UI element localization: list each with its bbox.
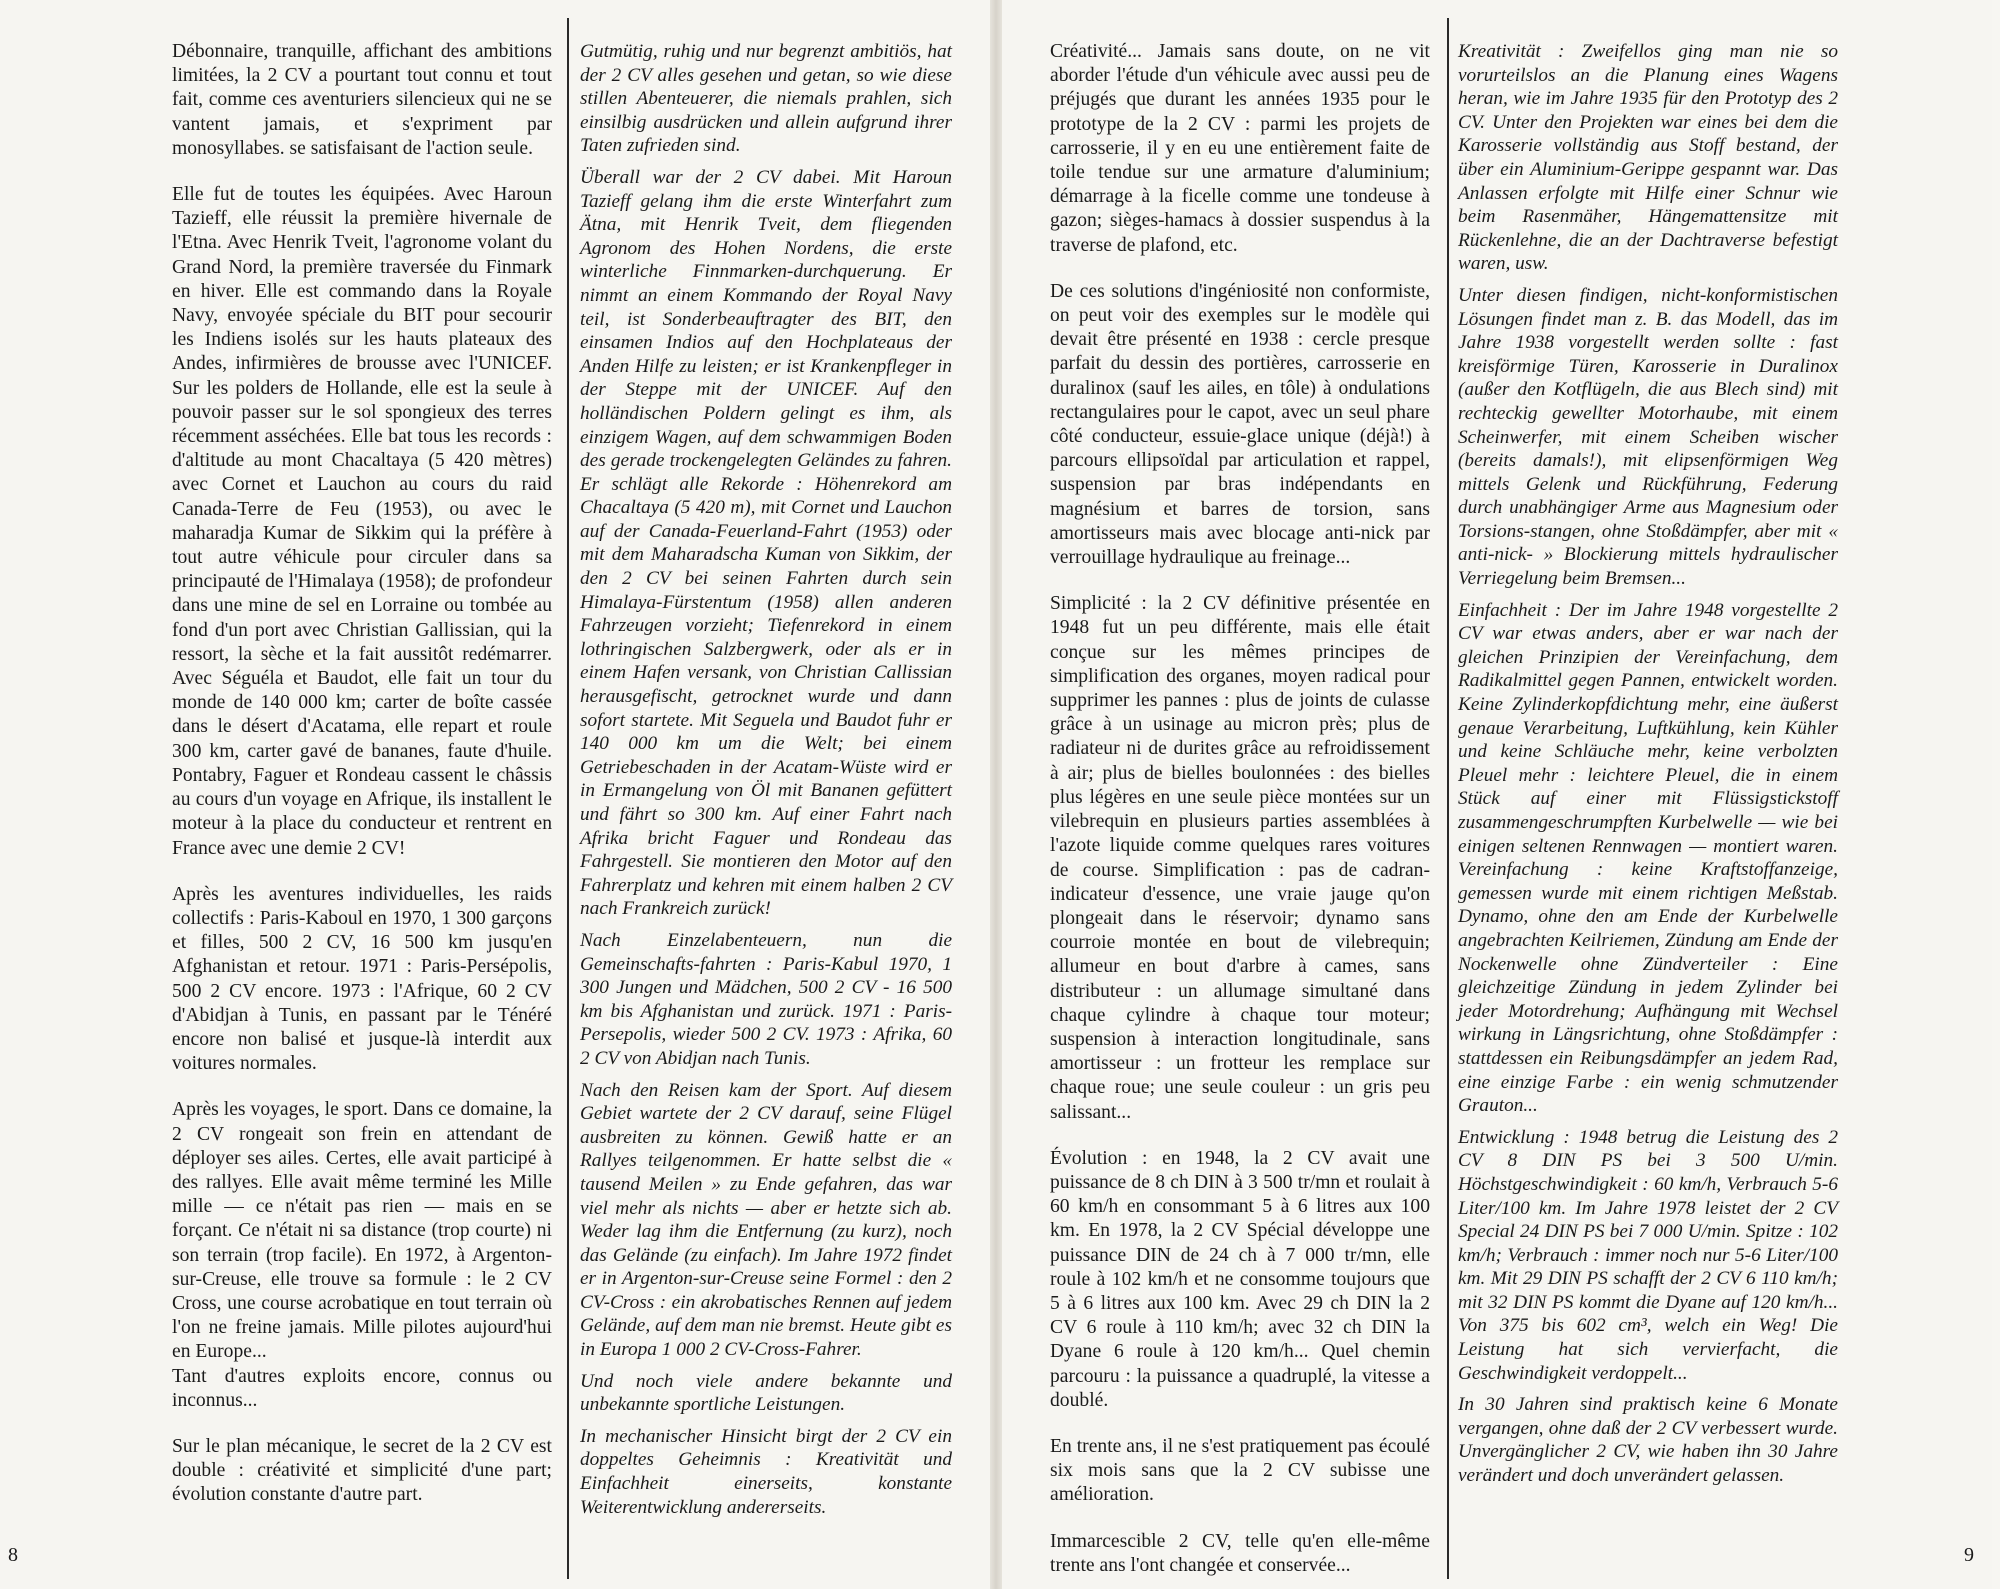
paragraph: Gutmütig, ruhig und nur begrenzt ambitiös, hat der 2 CV alles gesehen und getan, so wie diese stillen Abenteuerer, die niemals prahlen, sich einsilbig ausdrücken und allein aufgrund ihrer Taten zufrieden sind. [580,41,952,157]
paragraph: Entwicklung : 1948 betrug die Leistung des 2 CV 8 DIN PS bei 3 500 U/min. Höchstgeschwindigkeit : 60 km/h, Verbrauch 5-6 Liter/100 km. Im Jahre 1978 leistet der 2 CV Special 24 DIN PS bei 7 000 U/min. Spitze : 102 km/h; Verbrauch : immer noch nur 5-6 Liter/100 km. Mit 29 DIN PS schafft der 2 CV 6 110 km/h; mit 32 DIN PS kommt die Dyane auf 120 km/h... Von 375 bis 602 cm³, welch ein Weg! Die Leistung hat sich vervierfacht, die Geschwindigkeit verdoppelt... [1458,1126,1838,1384]
paragraph: Kreativität : Zweifellos ging man nie so vorurteilslos an die Planung eines Wagens heran, wie im Jahre 1935 für den Prototyp des 2 CV. Unter den Projekten war eines bei dem die Karosserie vollständig aus Stoff bestand, der über ein Aluminium-Gerippe gespannt war. Das Anlassen erfolgte mit Hilfe einer Schnur wie beim Rasenmäher, Hängemattensitze mit Rückenlehne, die an der Dachtraverse befestigt waren, usw. [1458,41,1838,275]
german-column-left [580,40,952,1549]
column-divider [567,18,569,1579]
paragraph: Nach Einzelabenteuern, nun die Gemeinschafts-fahrten : Paris-Kabul 1970, 1 300 Jungen und Mädchen, 500 2 CV - 16 500 km bis Afghanistan und zurück. 1971 : Paris-Persepolis, wieder 500 2 CV. 1973 : Afrika, 60 2 CV von Abidjan nach Tunis. [580,929,952,1069]
paragraph: Einfachheit : Der im Jahre 1948 vorgestellte 2 CV war etwas anders, aber er war nach der gleichen Prinzipien der Vereinfachung, dem Radikalmittel gegen Pannen, entwickelt worden. Keine Zylinderkopfdichtung mehr, eine äußerst genaue Verarbeitung, Luftkühlung, kein Kühler und keine Schläuche mehr, keine verbolzten Pleuel mehr : leichtere Pleuel, die in einem Stück auf einer mit Flüssigstickstoff zusammengeschrumpften Kurbelwelle — wie bei einigen seltenen Rennwagen — montiert waren. Vereinfachung : keine Kraftstoffanzeige, gemessen wurde mit einem richtigen Meßstab. Dynamo, ohne den am Ende der Kurbelwelle angebrachten Keilriemen, Zündung am Ende der Nockenwelle ohne Zündverteiler : Eine gleichzeitige Zündung in jedem Zylinder bei jeder Motordrehung; Aufhängung mit Wechsel wirkung in Längsrichtung, ohne Stoßdämpfer : stattdessen ein Reibungsdämpfer an jedem Rad, eine einzige Farbe : ein wenig schmutzender Grauton... [1458,599,1838,1117]
french-column-left [172,40,552,1549]
left-page [0,0,990,1589]
paragraph: Immarcescible 2 CV, telle qu'en elle-même trente ans l'ont changée et conservée... [1050,1530,1430,1576]
paragraph: Simplicité : la 2 CV définitive présentée en 1948 fut un peu différente, mais elle était conçue sur les mêmes principes de simplification des organes, moyen radical pour supprimer les pannes : plus de joints de culasse grâce à un usinage au micron près; plus de radiateur ni de durites grâce au refroidissement à air; plus de bielles boulonnées : des bielles plus légères en une seule pièce montées sur un vilebrequin en plusieurs parties assemblées à l'azote liquide comme quelques rares voitures de course. Simplification : pas de cadran-indicateur d'essence, une vraie jauge qu'on plongeait dans le réservoir; dynamo sans courroie montée en bout de vilebrequin; allumeur en bout d'arbre à cames, sans distributeur : un allumage simultané dans chaque cylindre à chaque tour moteur; suspension à interaction longitudinale, sans amortisseur : un frotteur les remplace sur chaque roue; une seule couleur : un gris peu salissant... [1050,593,1430,1123]
paragraph: En trente ans, il ne s'est pratiquement pas écoulé six mois sans que la 2 CV subisse une amélioration. [1050,1435,1430,1506]
book-gutter [990,0,1002,1589]
column-divider [1447,18,1449,1579]
page-number: 8 [8,1544,18,1566]
paragraph: Débonnaire, tranquille, affichant des ambitions limitées, la 2 CV a pourtant tout connu et tout fait, comme ces aventuriers silencieux qui ne se vantent jamais, et s'expriment par monosyllabes. se satisfaisant de l'action seule. [172,41,552,159]
paragraph: In mechanischer Hinsicht birgt der 2 CV ein doppeltes Geheimnis : Kreativität und Einfachheit einerseits, konstante Weiterentwicklung andererseits. [580,1425,952,1518]
french-column-right [1050,40,1430,1576]
paragraph: Überall war der 2 CV dabei. Mit Haroun Tazieff gelang ihm die erste Winterfahrt zum Ätna, mit Henrik Tveit, dem fliegenden Agronom des Hohen Nordens, die erste winterliche Finnmarken-durchquerung. Er nimmt an einem Kommando der Royal Navy teil, ist Sonderbeauftragter des BIT, den einsamen Indios auf den Hochplateaus der Anden Hilfe zu leisten; er ist Krankenpfleger in der Steppe mit der UNICEF. Auf den holländischen Poldern gelingt es ihm, als einzigem Wagen, auf dem schwammigen Boden des gerade trockengelegten Geländes zu fahren. Er schlägt alle Rekorde : Höhenrekord am Chacaltaya (5 420 m), mit Cornet und Lauchon auf der Canada-Feuerland-Fahrt (1953) oder mit dem Maharadscha Kuman von Sikkim, der den 2 CV bei seinen Fahrten durch sein Himalaya-Fürstentum (1958) allen anderen Fahrzeugen vorzieht; Tiefenrekord in einem lothringischen Salzbergwerk, oder als er in einem Hafen versank, von Christian Callissian herausgefischt, getrocknet wurde und dann sofort startete. Mit Seguela und Baudot fuhr er 140 000 km um die Welt; bei einem Getriebeschaden in der Acatam-Wüste wird er in Ermangelung von Öl mit Bananen gefüttert und fährt so 300 km. Auf einer Fahrt nach Afrika bricht Faguer und Rondeau das Fahrgestell. Sie montieren den Motor auf den Fahrerplatz und kehren mit einem halben 2 CV nach Frankreich zurück! [580,166,952,920]
paragraph: Après les voyages, le sport. Dans ce domaine, la 2 CV rongeait son frein en attendant de déployer ses ailes. Certes, elle avait participé à des rallyes. Elle avait même terminé les Mille mille — ce n'était pas rien — mais en se forçant. Ce n'était ni sa distance (trop courte) ni son terrain (trop facile). En 1972, à Argenton-sur-Creuse, elle trouve sa formule : le 2 CV Cross, une course acrobatique en tout terrain où l'on ne freine jamais. Mille pilotes aujourd'hui en Europe... [172,1099,552,1363]
paragraph: Sur le plan mécanique, le secret de la 2 CV est double : créativité et simplicité d'une part; évolution constante d'autre part. [172,1435,552,1506]
paragraph: Nach den Reisen kam der Sport. Auf diesem Gebiet wartete der 2 CV darauf, seine Flügel ausbreiten zu können. Gewiß hatte er an Rallyes teilgenommen. Er hatte selbst die « tausend Meilen » zu Ende gefahren, das war viel mehr als nichts — aber er hetzte sich ab. Weder lag ihm die Entfernung (zu kurz), noch das Gelände (zu einfach). Im Jahre 1972 findet er in Argenton-sur-Creuse seine Formel : den 2 CV-Cross : ein akrobatisches Rennen auf jedem Gelände, auf dem man nie bremst. Heute gibt es in Europa 1 000 2 CV-Cross-Fahrer. [580,1079,952,1361]
german-column-right [1458,40,1838,1549]
paragraph: In 30 Jahren sind praktisch keine 6 Monate vergangen, ohne daß der 2 CV verbessert wurde. Unvergänglicher 2 CV, wie haben ihn 30 Jahre verändert und doch unverändert gelassen. [1458,1394,1838,1487]
paragraph: Unter diesen findigen, nicht-konformistischen Lösungen findet man z. B. das Modell, das im Jahre 1938 vorgestellt werden sollte : fast kreisförmige Türen, Karosserie in Duralinox (außer den Kotflügeln, die aus Blech sind) mit rechteckig gewellter Motorhaube, mit einem Scheinwerfer, mit einem Scheiben wischer (bereits damals!), mit elipsenförmigen Weg mittels Gelenk und Rückführung, Federung durch unabhängiger Arme aus Magnesium oder Torsions-stangen, ohne Stoßdämpfer, aber mit « anti-nick- » Blockierung mittels hydraulischer Verriegelung beim Bremsen... [1458,284,1838,590]
paragraph: Après les aventures individuelles, les raids collectifs : Paris-Kaboul en 1970, 1 300 garçons et filles, 500 2 CV, 16 500 km jusqu'en Afghanistan et retour. 1971 : Paris-Persépolis, 500 2 CV encore. 1973 : l'Afrique, 60 2 CV d'Abidjan à Tunis, en passant par le Ténéré encore non balisé et jusque-là interdit aux voitures normales. [172,883,552,1075]
paragraph: Évolution : en 1948, la 2 CV avait une puissance de 8 ch DIN à 3 500 tr/mn et roulait à 60 km/h en consommant 5 à 6 litres aux 100 km. En 1978, la 2 CV Spécial développe une puissance DIN de 24 ch à 7 000 tr/mn, elle roule à 102 km/h et ne consomme toujours que 5 à 6 litres aux 100 km. Avec 29 ch DIN la 2 CV 6 roule à 110 km/h; avec 32 ch DIN la Dyane 6 roule à 120 km/h... Quel chemin parcouru : la puissance a quadruplé, la vitesse a doublé. [1050,1147,1430,1411]
paragraph: Und noch viele andere bekannte und unbekannte sportliche Leistungen. [580,1370,952,1416]
page-number: 9 [1964,1544,1974,1566]
paragraph: Elle fut de toutes les équipées. Avec Haroun Tazieff, elle réussit la première hivernale de l'Etna. Avec Henrik Tveit, l'agronome volant du Grand Nord, la première traversée du Finmark en hiver. Elle est commando dans la Royale Navy, envoyée spéciale du BIT pour secourir les Indiens isolés sur les hauts plateaux des Andes, infirmières de brousse avec l'UNICEF. Sur les polders de Hollande, elle est la seule à pouvoir passer sur le sol spongieux des terres récemment asséchées. Elle bat tous les records : d'altitude au mont Chacaltaya (5 420 mètres) avec Cornet et Lauchon au cours du raid Canada-Terre de Feu (1953), ou avec le maharadja Kumar de Sikkim qui la préfère à tout autre véhicule pour circuler dans sa principauté de l'Himalaya (1958); de profondeur dans une mine de sel en Lorraine ou tombée au fond d'un port avec Christian Gallissian, qui la ressort, la sèche et la fait aussitôt redémarrer. Avec Séguéla et Baudot, elle fait un tour du monde de 140 000 km; carter de boîte cassée dans le désert d'Acatama, elle repart et roule 300 km, carter gavé de bananes, faute d'huile. Pontabry, Faguer et Rondeau cassent le châssis au cours d'un voyage en Afrique, ils installent le moteur à la place du conducteur et rentrent en France avec une demie 2 CV! [172,184,552,859]
paragraph: Créativité... Jamais sans doute, on ne vit aborder l'étude d'un véhicule avec aussi peu de préjugés que durant les années 1935 pour le prototype de la 2 CV : parmi les projets de carrosserie, il y en eu une entièrement faite de toile tendue sur une armature d'aluminium; démarrage à la ficelle comme une tondeuse à gazon; sièges-hamacs à dossier suspendus à la traverse de plafond, etc. [1050,41,1430,256]
paragraph: Tant d'autres exploits encore, connus ou inconnus... [172,1365,552,1411]
paragraph: De ces solutions d'ingéniosité non conformiste, on peut voir des exemples sur le modèle qui devait être présenté en 1938 : cercle presque parfait du dessin des portières, carrosserie en duralinox (sauf les ailes, en tôle) à ondulations rectangulaires pour le capot, avec un seul phare côté conducteur, essuie-glace unique (déjà!) à parcours ellipsoïdal par articulation et rappel, suspension par bras indépendants en magnésium et barres de torsion, sans amortisseurs mais avec blocage anti-nick par verrouillage hydraulique au freinage... [1050,280,1430,569]
